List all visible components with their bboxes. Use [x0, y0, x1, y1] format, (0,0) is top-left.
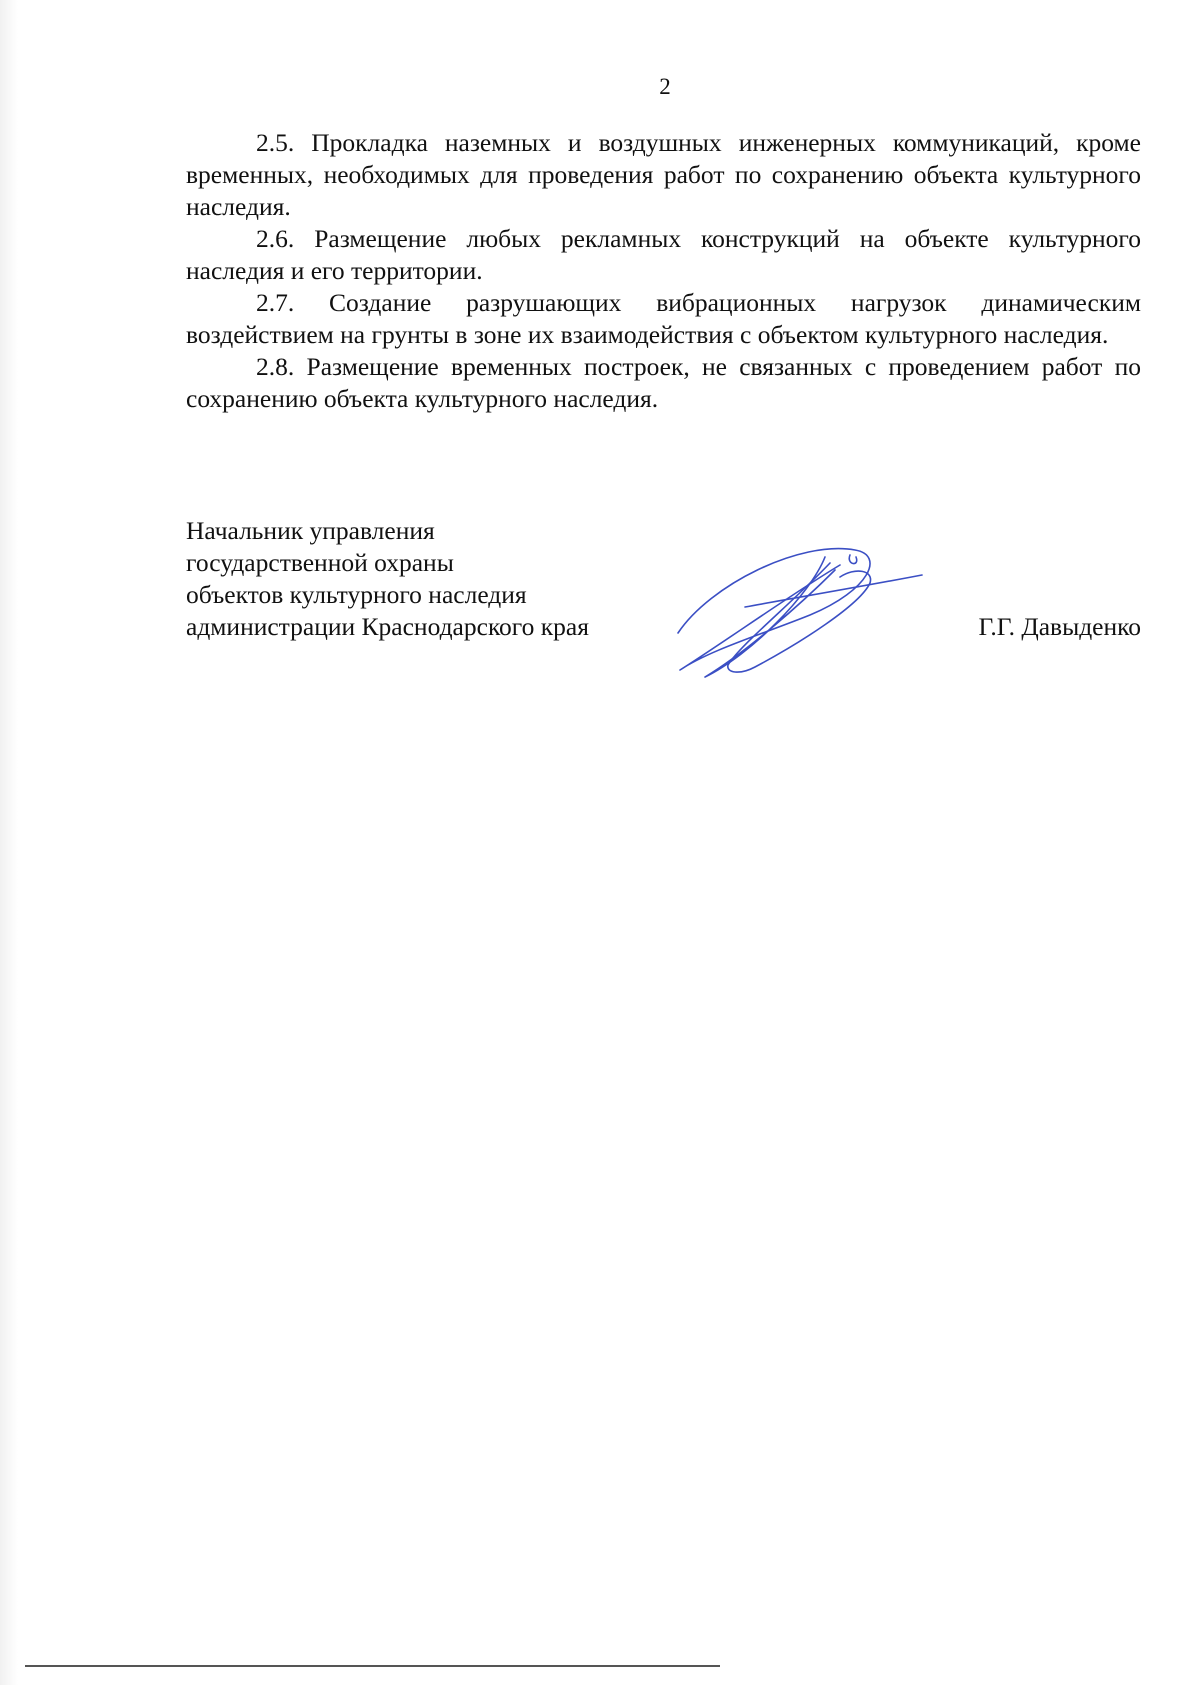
handwritten-signature [650, 535, 950, 685]
list-item-2-6: 2.6. Размещение любых рекламных конструкций на объекте культурного наследия и его территории. [186, 224, 1141, 285]
page-number: 2 [659, 74, 671, 99]
signer-position [186, 515, 686, 643]
signer-position-line-4: администрации Краснодарского края [186, 612, 589, 641]
footer-rule [25, 1665, 720, 1667]
list-item-2-5: 2.5. Прокладка наземных и воздушных инженерных коммуникаций, кроме временных, необходимых для проведения работ по сохранению объекта культурного наследия. [186, 128, 1141, 221]
signature-stroke-lower-curve [728, 563, 871, 672]
signature-stroke-loop [678, 549, 870, 670]
signer-position-line-2: государственной охраны [186, 548, 454, 577]
signature-stroke-hook [849, 555, 856, 564]
document-body [186, 127, 1141, 415]
scan-edge-shadow [0, 0, 18, 1685]
list-item-2-7: 2.7. Создание разрушающих вибрационных нагрузок динамическим воздействием на грунты в зоне их взаимодействия с объектом культурного наследия. [186, 288, 1141, 349]
list-item-2-8: 2.8. Размещение временных построек, не связанных с проведением работ по сохранению объекта культурного наследия. [186, 352, 1141, 413]
signature-stroke-tail [745, 575, 922, 607]
signer-name: Г.Г. Давыденко [978, 612, 1141, 641]
signer-position-line-3: объектов культурного наследия [186, 580, 527, 609]
signer-position-line-1: Начальник управления [186, 516, 435, 545]
